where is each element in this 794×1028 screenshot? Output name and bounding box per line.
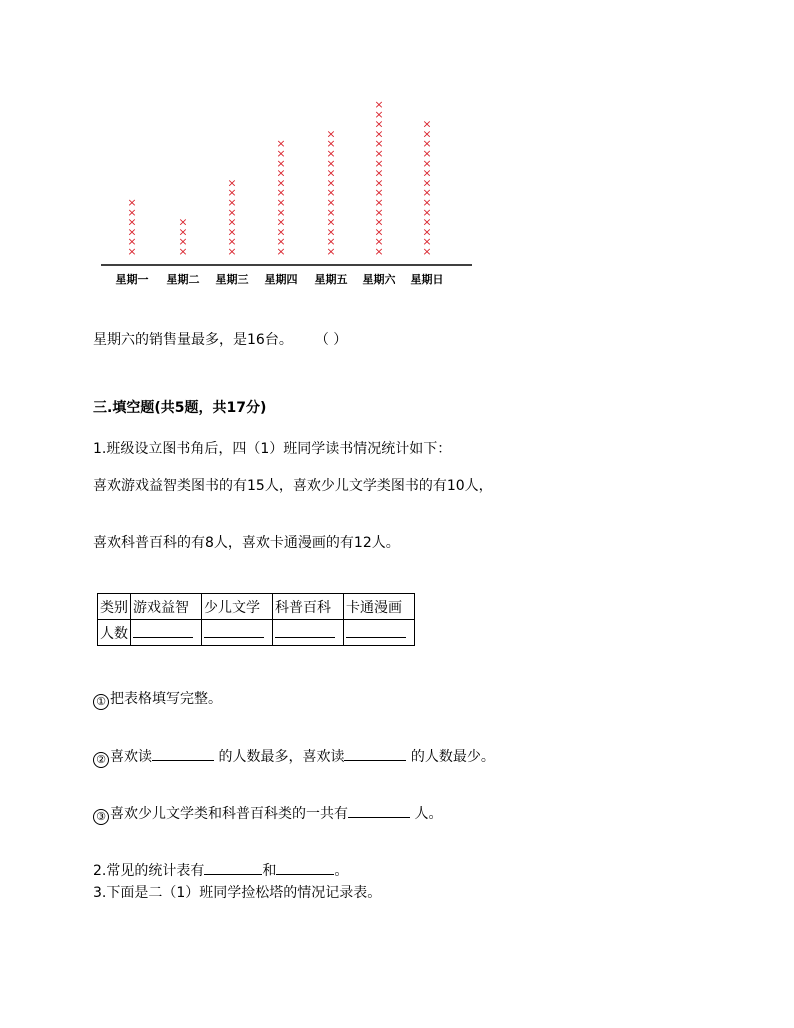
dot-mark: ×: [326, 176, 336, 190]
dot-mark: ×: [374, 196, 384, 209]
section-heading: 三.填空题(共5题，共17分): [93, 400, 267, 416]
sub3-text-a: 喜欢少儿文学类和科普百科类的一共有: [110, 806, 348, 822]
blank-cell[interactable]: [131, 620, 202, 646]
q3: 3.下面是二（1）班同学捡松塔的情况记录表。: [93, 885, 382, 901]
dot-mark: ×: [127, 215, 137, 229]
dot-mark: ×: [127, 235, 137, 249]
sub2-text-a: 喜欢读: [110, 749, 152, 765]
dot-mark: ×: [422, 176, 432, 190]
dot-mark: ×: [276, 205, 286, 219]
dot-mark: ×: [178, 225, 188, 239]
dot-mark: ×: [276, 215, 286, 229]
dot-column: [326, 127, 335, 258]
dot-mark: ×: [227, 235, 237, 249]
dot-mark: ×: [374, 166, 384, 180]
dot-mark: ×: [374, 147, 384, 160]
answer-blank[interactable]: [276, 860, 334, 875]
dot-mark: ×: [227, 186, 237, 200]
dot-mark: ×: [276, 245, 286, 258]
dot-mark: ×: [276, 156, 286, 170]
dot-mark: ×: [374, 215, 384, 229]
dot-mark: ×: [326, 215, 336, 229]
dot-mark: ×: [374, 225, 384, 239]
dot-mark: ×: [422, 156, 432, 170]
dot-mark: ×: [422, 245, 432, 258]
dot-mark: ×: [422, 225, 432, 239]
dot-column: [422, 118, 431, 258]
dot-column: [127, 196, 136, 258]
sub2-text-b: 的人数最多，喜欢读: [214, 749, 345, 765]
q1-sub3: [93, 803, 442, 825]
dot-column: [227, 176, 236, 258]
dot-mark: ×: [374, 98, 384, 111]
col-literature: 少儿文学: [202, 594, 273, 620]
chart-tick-labels: [116, 272, 444, 286]
tick-label: 星期日: [410, 273, 444, 286]
table-header-row: [98, 594, 415, 620]
dot-mark: ×: [374, 176, 384, 190]
dot-mark: ×: [276, 166, 286, 180]
dot-mark: ×: [374, 245, 384, 258]
tick-label: 星期二: [166, 273, 200, 286]
dot-mark: ×: [374, 127, 384, 141]
dot-mark: ×: [326, 186, 336, 200]
dot-mark: ×: [422, 137, 432, 151]
dot-mark: ×: [326, 166, 336, 180]
circled-number: ③: [93, 809, 109, 825]
answer-parentheses: （ ）: [314, 332, 348, 348]
dot-mark: ×: [276, 225, 286, 239]
dot-mark: ×: [422, 205, 432, 219]
q1-intro: 1.班级设立图书角后，四（1）班同学读书情况统计如下：: [93, 441, 452, 457]
tick-label: 星期四: [264, 273, 298, 286]
dot-mark: ×: [227, 215, 237, 229]
sub1-text: 把表格填写完整。: [110, 691, 222, 707]
dot-mark: ×: [422, 215, 432, 229]
q1-line2: 喜欢科普百科的有8人，喜欢卡通漫画的有12人。: [93, 535, 400, 551]
dot-mark: ×: [374, 205, 384, 219]
dot-mark: ×: [326, 156, 336, 170]
q2-text-b: 和: [262, 863, 277, 879]
dot-mark: ×: [374, 107, 384, 121]
tick-label: 星期一: [115, 273, 149, 286]
dot-mark: ×: [127, 225, 137, 239]
dot-mark: ×: [227, 196, 237, 209]
tick-label: 星期三: [215, 273, 249, 286]
row-label: 人数: [98, 620, 131, 646]
dot-mark: ×: [127, 245, 137, 258]
dot-mark: ×: [422, 186, 432, 200]
dot-mark: ×: [227, 225, 237, 239]
header-label: 类别: [98, 594, 131, 620]
dot-mark: ×: [422, 166, 432, 180]
dot-mark: ×: [227, 176, 237, 190]
dot-mark: ×: [276, 147, 286, 160]
dot-mark: ×: [326, 225, 336, 239]
dot-mark: ×: [127, 196, 137, 209]
dot-mark: ×: [422, 117, 432, 131]
dot-mark: ×: [326, 127, 336, 141]
dot-mark: ×: [374, 156, 384, 170]
chart-marks: [127, 98, 431, 258]
blank-cell[interactable]: [344, 620, 415, 646]
answer-blank[interactable]: [344, 746, 406, 761]
dot-column: [178, 216, 187, 258]
sub3-text-b: 人。: [410, 806, 443, 822]
dot-mark: ×: [178, 245, 188, 258]
dot-column: [276, 137, 285, 258]
judge-question: [93, 331, 347, 349]
q2: [93, 860, 348, 880]
dot-mark: ×: [276, 235, 286, 249]
blank-cell[interactable]: [202, 620, 273, 646]
circled-number: ②: [93, 752, 109, 768]
dot-mark: ×: [422, 235, 432, 249]
dot-mark: ×: [326, 205, 336, 219]
q1-sub2: [93, 746, 495, 768]
dot-mark: ×: [374, 117, 384, 131]
q1-line1: 喜欢游戏益智类图书的有15人，喜欢少儿文学类图书的有10人，: [93, 478, 493, 494]
circled-number: ①: [93, 694, 109, 710]
judge-statement: 星期六的销售量最多，是16台。: [93, 332, 293, 348]
col-game: 游戏益智: [131, 594, 202, 620]
tick-label: 星期六: [362, 273, 396, 286]
dot-mark: ×: [227, 245, 237, 258]
table-count-row: [98, 620, 415, 646]
stats-table: [97, 593, 415, 646]
dot-mark: ×: [178, 215, 188, 229]
sub2-text-c: 的人数最少。: [406, 749, 495, 765]
dot-mark: ×: [326, 137, 336, 151]
dot-mark: ×: [178, 235, 188, 249]
dot-mark: ×: [227, 205, 237, 219]
blank-cell[interactable]: [273, 620, 344, 646]
dot-column: [374, 98, 383, 258]
answer-blank[interactable]: [348, 803, 410, 818]
dot-mark: ×: [127, 205, 137, 219]
dot-mark: ×: [276, 137, 286, 151]
dot-mark: ×: [422, 196, 432, 209]
q2-text-a: 2.常见的统计表有: [93, 863, 205, 879]
q2-text-c: 。: [334, 863, 349, 879]
dot-plot-chart: [0, 0, 794, 300]
dot-mark: ×: [276, 176, 286, 190]
dot-mark: ×: [276, 196, 286, 209]
dot-mark: ×: [326, 196, 336, 209]
dot-mark: ×: [276, 186, 286, 200]
tick-label: 星期五: [314, 273, 348, 286]
dot-mark: ×: [326, 245, 336, 258]
dot-mark: ×: [374, 235, 384, 249]
answer-blank[interactable]: [152, 746, 214, 761]
dot-mark: ×: [326, 235, 336, 249]
q1-sub1: [93, 690, 222, 710]
dot-mark: ×: [422, 127, 432, 141]
dot-mark: ×: [326, 147, 336, 160]
dot-mark: ×: [374, 186, 384, 200]
dot-mark: ×: [374, 137, 384, 151]
dot-mark: ×: [422, 147, 432, 160]
answer-blank[interactable]: [204, 860, 262, 875]
col-science: 科普百科: [273, 594, 344, 620]
col-comic: 卡通漫画: [344, 594, 415, 620]
